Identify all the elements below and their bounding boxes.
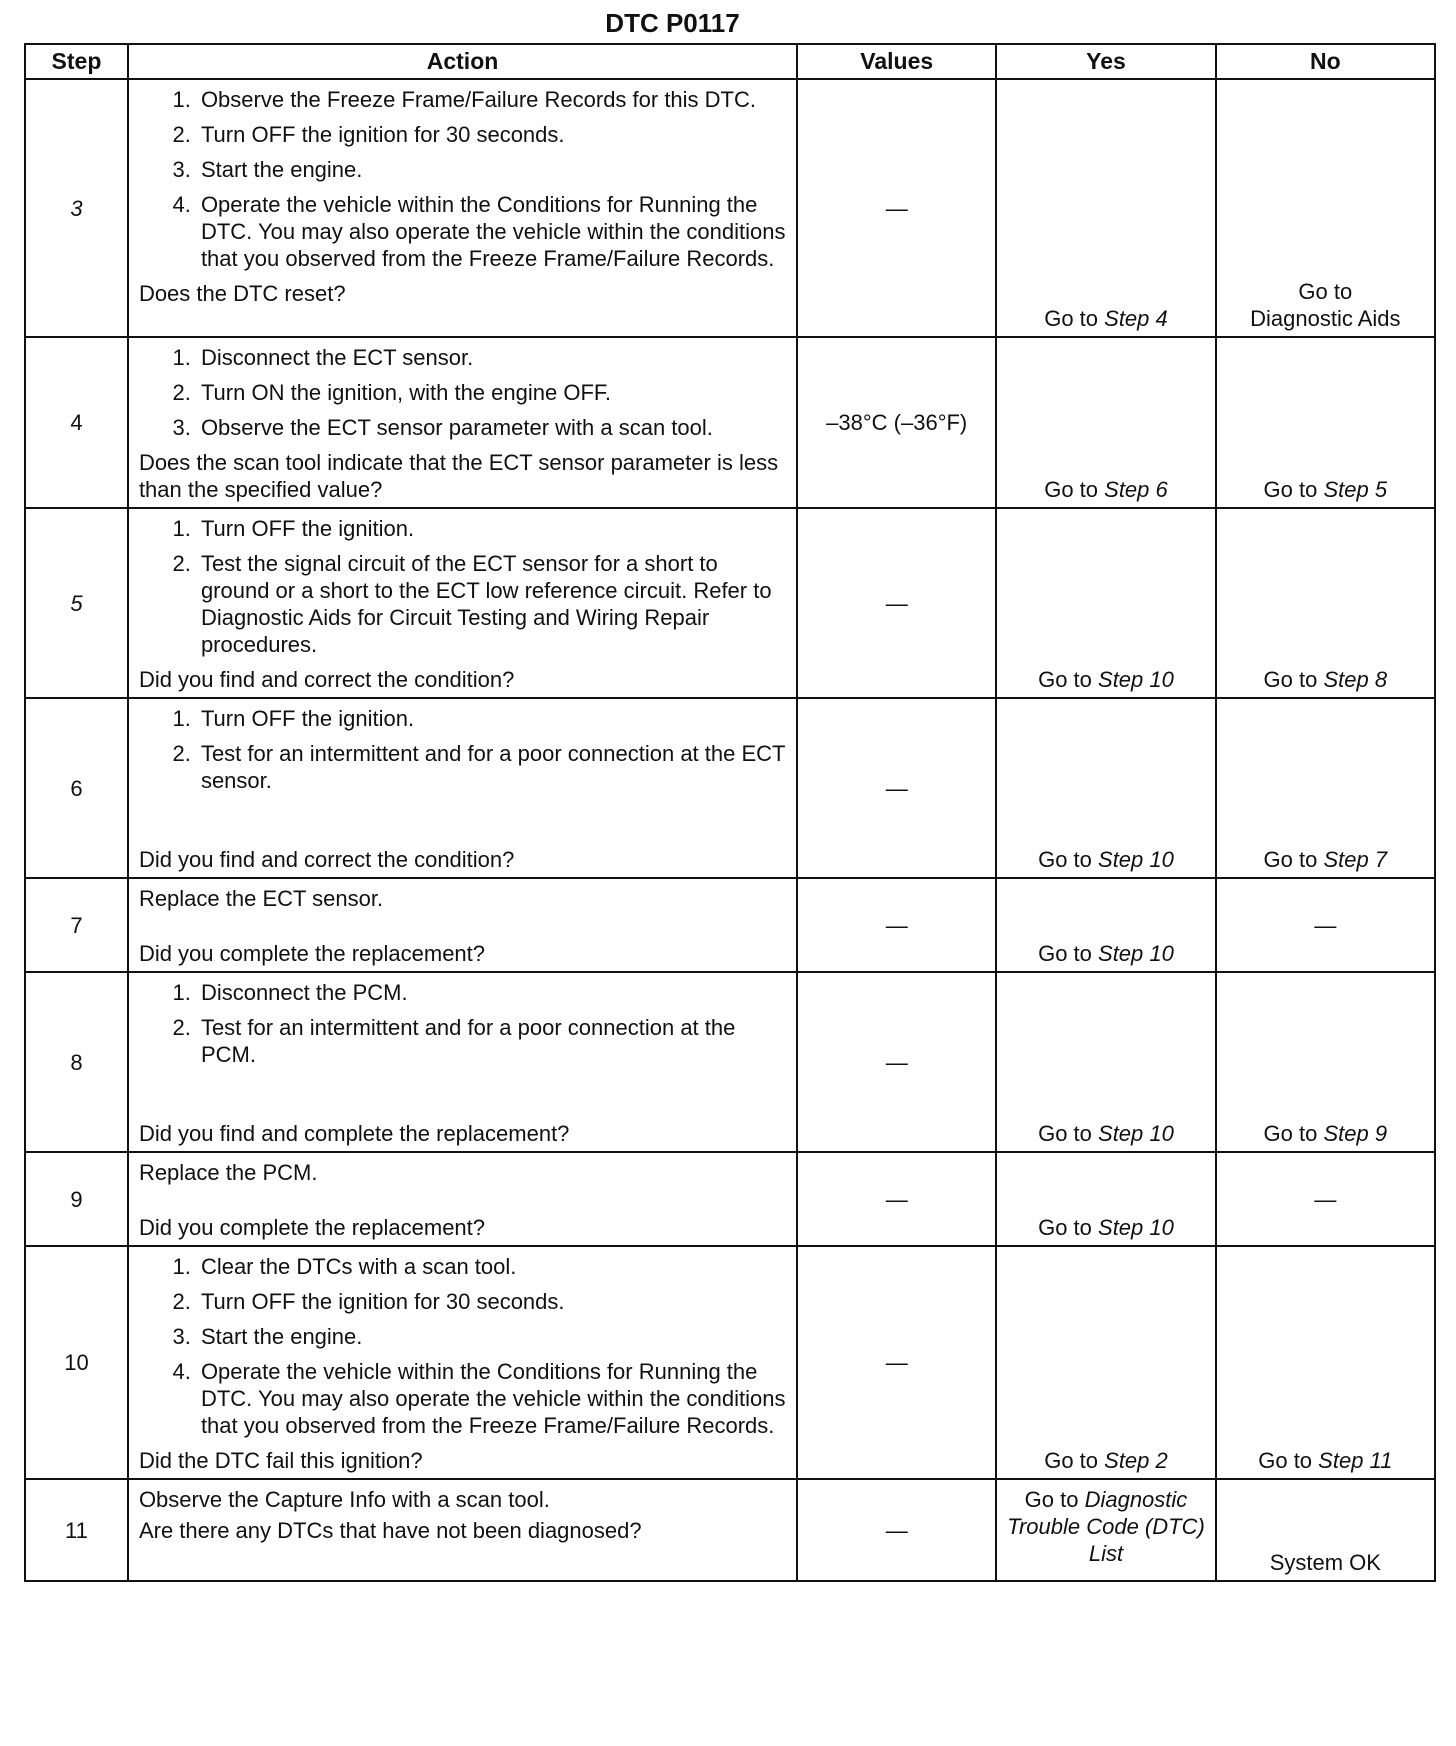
action-step: 3. Observe the ECT sensor parameter with a scan tool. bbox=[197, 414, 788, 441]
yes-header: Yes bbox=[996, 44, 1215, 79]
table-row bbox=[25, 1152, 1435, 1246]
action-cell bbox=[128, 972, 797, 1152]
no-goto-link[interactable]: Step 11 bbox=[1318, 1448, 1393, 1473]
yes-cell bbox=[996, 1479, 1215, 1581]
step-number: 7 bbox=[25, 878, 128, 972]
yes-goto-prefix: Go to bbox=[1038, 1121, 1092, 1146]
action-question: Did you complete the replacement? bbox=[138, 1215, 486, 1240]
yes-goto-prefix: Go to bbox=[1038, 1215, 1092, 1240]
table-row bbox=[25, 508, 1435, 698]
action-step: 2. Test the signal circuit of the ECT sensor for a short to ground or a short to the ECT low reference circuit. Refer to Diagnostic Aids for Circuit Testing and Wiring Repair procedures. bbox=[197, 550, 788, 658]
action-cell bbox=[128, 698, 797, 878]
step-number: 11 bbox=[25, 1479, 128, 1581]
action-step: 1. Observe the Freeze Frame/Failure Records for this DTC. bbox=[197, 86, 788, 113]
action-question: Are there any DTCs that have not been diagnosed? bbox=[138, 1518, 642, 1543]
yes-goto-prefix: Go to bbox=[1024, 1487, 1079, 1512]
no-cell bbox=[1216, 79, 1435, 337]
step-number: 4 bbox=[25, 337, 128, 508]
yes-goto-prefix: Go to bbox=[1044, 306, 1099, 331]
step-number: 3 bbox=[25, 79, 128, 337]
action-step: 2. Test for an intermittent and for a poor connection at the PCM. bbox=[197, 1014, 788, 1068]
action-steps-list bbox=[139, 86, 788, 272]
action-question: Did you find and correct the condition? bbox=[138, 847, 515, 872]
no-goto-link[interactable]: Diagnostic Aids bbox=[1250, 306, 1401, 331]
no-result-text: — bbox=[1314, 1186, 1337, 1212]
yes-goto-prefix: Go to bbox=[1044, 477, 1099, 502]
action-cell bbox=[128, 878, 797, 972]
action-instruction: Replace the PCM. bbox=[138, 1160, 318, 1185]
no-cell bbox=[1216, 508, 1435, 698]
action-question: Did you complete the replacement? bbox=[138, 941, 486, 966]
action-step: 3. Start the engine. bbox=[197, 156, 788, 183]
action-question: Did you find and correct the condition? bbox=[138, 667, 515, 692]
yes-goto-prefix: Go to bbox=[1038, 847, 1092, 872]
table-row bbox=[25, 972, 1435, 1152]
action-steps-list bbox=[139, 979, 788, 1068]
yes-cell bbox=[996, 1152, 1215, 1246]
yes-goto-link[interactable]: Step 10 bbox=[1098, 847, 1174, 872]
action-steps-list bbox=[139, 705, 788, 794]
no-goto-prefix: Go to bbox=[1263, 1121, 1318, 1146]
yes-goto-link[interactable]: Diagnostic Trouble Code (DTC) List bbox=[1007, 1487, 1205, 1566]
no-cell bbox=[1216, 1246, 1435, 1479]
table-row bbox=[25, 79, 1435, 337]
action-step: 1. Clear the DTCs with a scan tool. bbox=[197, 1253, 788, 1280]
action-step: 2. Test for an intermittent and for a poor connection at the ECT sensor. bbox=[197, 740, 788, 794]
no-goto-prefix: Go to bbox=[1258, 1448, 1313, 1473]
action-cell bbox=[128, 79, 797, 337]
action-step: 4. Operate the vehicle within the Conditions for Running the DTC. You may also operate the vehicle within the conditions that you observed from the Freeze Frame/Failure Records. bbox=[197, 1358, 788, 1439]
yes-goto-prefix: Go to bbox=[1038, 667, 1092, 692]
action-question: Does the scan tool indicate that the ECT sensor parameter is less than the specified value? bbox=[138, 450, 779, 502]
value-cell: — bbox=[797, 79, 996, 337]
yes-goto-link[interactable]: Step 4 bbox=[1104, 306, 1168, 331]
action-step: 1. Turn OFF the ignition. bbox=[197, 705, 788, 732]
yes-goto-prefix: Go to bbox=[1038, 941, 1092, 966]
no-goto-link[interactable]: Step 7 bbox=[1323, 847, 1388, 872]
values-header: Values bbox=[797, 44, 996, 79]
table-row bbox=[25, 1479, 1435, 1581]
value-cell: — bbox=[797, 1479, 996, 1581]
yes-goto-prefix: Go to bbox=[1044, 1448, 1099, 1473]
action-step: 2. Turn OFF the ignition for 30 seconds. bbox=[197, 121, 788, 148]
no-cell bbox=[1216, 698, 1435, 878]
yes-cell bbox=[996, 878, 1215, 972]
no-result-text: — bbox=[1314, 912, 1337, 938]
action-step: 1. Turn OFF the ignition. bbox=[197, 515, 788, 542]
yes-goto-link[interactable]: Step 10 bbox=[1098, 1215, 1174, 1240]
value-cell: –38°C (–36°F) bbox=[797, 337, 996, 508]
action-step: 4. Operate the vehicle within the Conditions for Running the DTC. You may also operate the vehicle within the conditions that you observed from the Freeze Frame/Failure Records. bbox=[197, 191, 788, 272]
yes-goto-link[interactable]: Step 2 bbox=[1104, 1448, 1168, 1473]
yes-goto-link[interactable]: Step 10 bbox=[1098, 941, 1174, 966]
step-number: 6 bbox=[25, 698, 128, 878]
no-cell bbox=[1216, 337, 1435, 508]
action-steps-list bbox=[139, 1253, 788, 1439]
step-number: 9 bbox=[25, 1152, 128, 1246]
value-cell: — bbox=[797, 1246, 996, 1479]
no-goto-prefix: Go to bbox=[1263, 477, 1318, 502]
no-goto-prefix: Go to bbox=[1298, 279, 1353, 304]
value-cell: — bbox=[797, 972, 996, 1152]
step-number: 8 bbox=[25, 972, 128, 1152]
value-cell: — bbox=[797, 698, 996, 878]
no-goto-link[interactable]: Step 8 bbox=[1323, 667, 1388, 692]
yes-cell bbox=[996, 1246, 1215, 1479]
action-step: 1. Disconnect the PCM. bbox=[197, 979, 788, 1006]
no-result-text: System OK bbox=[1269, 1550, 1381, 1575]
no-cell bbox=[1216, 878, 1435, 972]
value-cell: — bbox=[797, 508, 996, 698]
table-row bbox=[25, 1246, 1435, 1479]
yes-cell bbox=[996, 698, 1215, 878]
diagnostic-table bbox=[24, 43, 1436, 1582]
no-goto-prefix: Go to bbox=[1263, 847, 1318, 872]
yes-cell bbox=[996, 79, 1215, 337]
value-cell: — bbox=[797, 878, 996, 972]
action-step: 3. Start the engine. bbox=[197, 1323, 788, 1350]
yes-cell bbox=[996, 337, 1215, 508]
step-header: Step bbox=[25, 44, 128, 79]
action-instruction: Replace the ECT sensor. bbox=[138, 886, 384, 911]
no-cell bbox=[1216, 1152, 1435, 1246]
action-cell bbox=[128, 1152, 797, 1246]
action-steps-list bbox=[139, 344, 788, 441]
yes-goto-link[interactable]: Step 10 bbox=[1098, 1121, 1174, 1146]
no-cell bbox=[1216, 1479, 1435, 1581]
yes-goto-link[interactable]: Step 10 bbox=[1098, 667, 1174, 692]
table-row bbox=[25, 337, 1435, 508]
action-question: Does the DTC reset? bbox=[138, 281, 346, 306]
yes-cell bbox=[996, 972, 1215, 1152]
page-title: DTC P0117 bbox=[605, 8, 740, 38]
no-goto-link[interactable]: Step 9 bbox=[1323, 1121, 1388, 1146]
action-question: Did the DTC fail this ignition? bbox=[138, 1448, 423, 1473]
action-step: 2. Turn ON the ignition, with the engine OFF. bbox=[197, 379, 788, 406]
step-number: 5 bbox=[25, 508, 128, 698]
action-steps-list bbox=[139, 515, 788, 658]
action-question: Did you find and complete the replacement? bbox=[138, 1121, 570, 1146]
action-step: 1. Disconnect the ECT sensor. bbox=[197, 344, 788, 371]
table-row bbox=[25, 698, 1435, 878]
action-cell bbox=[128, 337, 797, 508]
step-number: 10 bbox=[25, 1246, 128, 1479]
no-goto-prefix: Go to bbox=[1263, 667, 1318, 692]
value-cell: — bbox=[797, 1152, 996, 1246]
action-cell bbox=[128, 1479, 797, 1581]
action-instruction: Observe the Capture Info with a scan tool. bbox=[138, 1487, 550, 1512]
action-header: Action bbox=[128, 44, 797, 79]
action-step: 2. Turn OFF the ignition for 30 seconds. bbox=[197, 1288, 788, 1315]
table-row bbox=[25, 878, 1435, 972]
no-cell bbox=[1216, 972, 1435, 1152]
yes-cell bbox=[996, 508, 1215, 698]
no-header: No bbox=[1216, 44, 1435, 79]
yes-goto-link[interactable]: Step 6 bbox=[1104, 477, 1168, 502]
action-cell bbox=[128, 508, 797, 698]
header-row bbox=[25, 44, 1435, 79]
action-cell bbox=[128, 1246, 797, 1479]
no-goto-link[interactable]: Step 5 bbox=[1323, 477, 1388, 502]
